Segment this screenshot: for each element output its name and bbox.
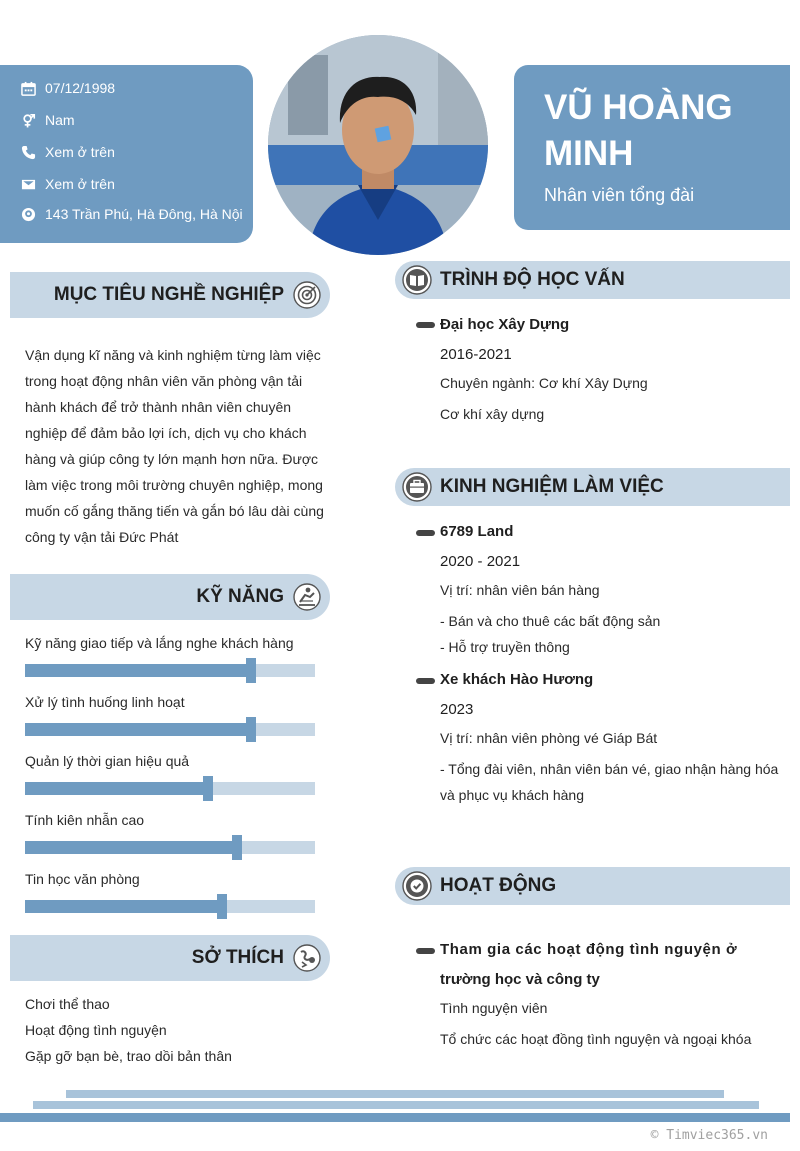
skill-bar <box>25 841 315 854</box>
skill-bar-knob <box>217 894 227 919</box>
job-task: - Tổng đài viên, nhân viên bán vé, giao nhận hàng hóa <box>440 761 779 777</box>
watermark: © Timviec365.vn <box>650 1128 768 1143</box>
book-icon <box>402 265 432 295</box>
job-task: - Bán và cho thuê các bất động sản <box>440 613 661 629</box>
skill-bar-fill <box>25 841 237 854</box>
hobby-item: Gặp gỡ bạn bè, trao dồi bản thân <box>25 1048 232 1064</box>
skill-bar-fill <box>25 664 251 677</box>
address-row <box>20 206 243 222</box>
full-name: VŨ HOÀNG MINH <box>544 88 733 173</box>
footer-stripe <box>66 1090 724 1098</box>
activity-title-continued: trường học và công ty <box>440 971 600 988</box>
job-position: Vị trí: nhân viên bán hàng <box>440 582 600 598</box>
objective-title: MỤC TIÊU NGHỀ NGHIỆP <box>53 284 284 305</box>
phone-text: Xem ở trên <box>45 144 115 160</box>
experience-header <box>395 468 790 506</box>
hobbies-icon <box>293 944 321 972</box>
badge-check-icon <box>402 871 432 901</box>
job-years: 2020 - 2021 <box>440 553 521 570</box>
skill-bar <box>25 723 315 736</box>
gender-icon <box>20 112 36 128</box>
calendar-icon <box>20 80 36 96</box>
skill-bar-knob <box>232 835 242 860</box>
education-major: Chuyên ngành: Cơ khí Xây Dựng <box>440 375 648 391</box>
skill-bar <box>25 782 315 795</box>
education-years: 2016-2021 <box>440 346 512 363</box>
avatar <box>268 35 488 255</box>
job-years: 2023 <box>440 701 474 718</box>
activities-header <box>395 867 790 905</box>
activity-role: Tình nguyện viên <box>440 1000 548 1016</box>
address-text: 143 Trần Phú, Hà Đông, Hà Nội <box>45 206 243 222</box>
company-name: Xe khách Hào Hương <box>440 671 594 688</box>
job-task: - Hỗ trợ truyền thông <box>440 639 570 655</box>
skill-bar-knob <box>246 658 256 683</box>
hobbies-title: SỞ THÍCH <box>191 947 284 968</box>
job-position: Vị trí: nhân viên phòng vé Giáp Bát <box>440 730 658 746</box>
skill-label: Quản lý thời gian hiệu quả <box>25 753 190 769</box>
footer-stripe <box>33 1101 759 1109</box>
skills-icon <box>293 583 321 611</box>
skill-label: Tính kiên nhẫn cao <box>25 812 145 828</box>
education-header <box>395 261 790 299</box>
email-text: Xem ở trên <box>45 176 115 192</box>
activity-detail: Tổ chức các hoạt đồng tình nguyện và ngoại khóa <box>440 1031 752 1047</box>
envelope-icon <box>20 176 36 192</box>
briefcase-icon <box>402 472 432 502</box>
skill-bar-knob <box>203 776 213 801</box>
bullet-dash <box>416 678 435 684</box>
activities-title: HOẠT ĐỘNG <box>440 875 557 896</box>
gender-row <box>20 112 75 128</box>
skill-bar-knob <box>246 717 256 742</box>
phone-row <box>20 144 115 160</box>
bullet-dash <box>416 948 435 954</box>
school-name: Đại học Xây Dựng <box>440 316 570 333</box>
skill-bar-fill <box>25 782 208 795</box>
activity-title: Tham gia các hoạt động tình nguyện ở <box>440 941 738 958</box>
skill-bar-fill <box>25 900 222 913</box>
email-row <box>20 176 115 192</box>
skill-bar-fill <box>25 723 251 736</box>
company-name: 6789 Land <box>440 523 514 540</box>
skill-bar <box>25 900 315 913</box>
target-icon <box>293 281 321 309</box>
job-title: Nhân viên tổng đài <box>544 185 695 205</box>
hobbies-header <box>10 935 330 981</box>
bullet-dash <box>416 530 435 536</box>
skill-label: Xử lý tình huống linh hoạt <box>25 694 185 710</box>
objective-text: Vận dụng kĩ năng và kinh nghiệm từng làm việc trong hoạt động nhân viên văn phòng vận tải hành khách để trở thành nhân viên chuyên nghiệp để đảm bảo lợi ích, dịch vụ cho khách hàng và giúp công ty lớn mạnh hơn nữa. Được làm việc trong môi trường chuyên nghiệp, mong muốn cố gắng thăng tiến và gắn bó lâu dài cùng công ty vận tải Đức Phát <box>25 347 324 545</box>
job-task: và phục vụ khách hàng <box>440 787 584 803</box>
objective-header <box>10 272 330 318</box>
name-card <box>514 65 790 230</box>
footer-stripe <box>0 1113 790 1122</box>
skill-label: Tin học văn phòng <box>25 871 140 887</box>
location-icon <box>20 206 36 222</box>
skills-title: KỸ NĂNG <box>196 586 284 607</box>
bullet-dash <box>416 322 435 328</box>
phone-icon <box>20 144 36 160</box>
gender-text: Nam <box>45 112 75 128</box>
skill-bar <box>25 664 315 677</box>
birthday-row <box>20 80 115 96</box>
skill-label: Kỹ năng giao tiếp và lắng nghe khách hàng <box>25 635 294 651</box>
hobby-item: Chơi thể thao <box>25 996 110 1012</box>
education-title: TRÌNH ĐỘ HỌC VẤN <box>440 269 625 290</box>
education-detail: Cơ khí xây dựng <box>440 406 545 422</box>
experience-title: KINH NGHIỆM LÀM VIỆC <box>440 476 664 497</box>
skills-header <box>10 574 330 620</box>
personal-info-card <box>0 65 253 243</box>
birthday-text: 07/12/1998 <box>45 80 116 96</box>
hobby-item: Hoạt động tình nguyện <box>25 1022 167 1038</box>
